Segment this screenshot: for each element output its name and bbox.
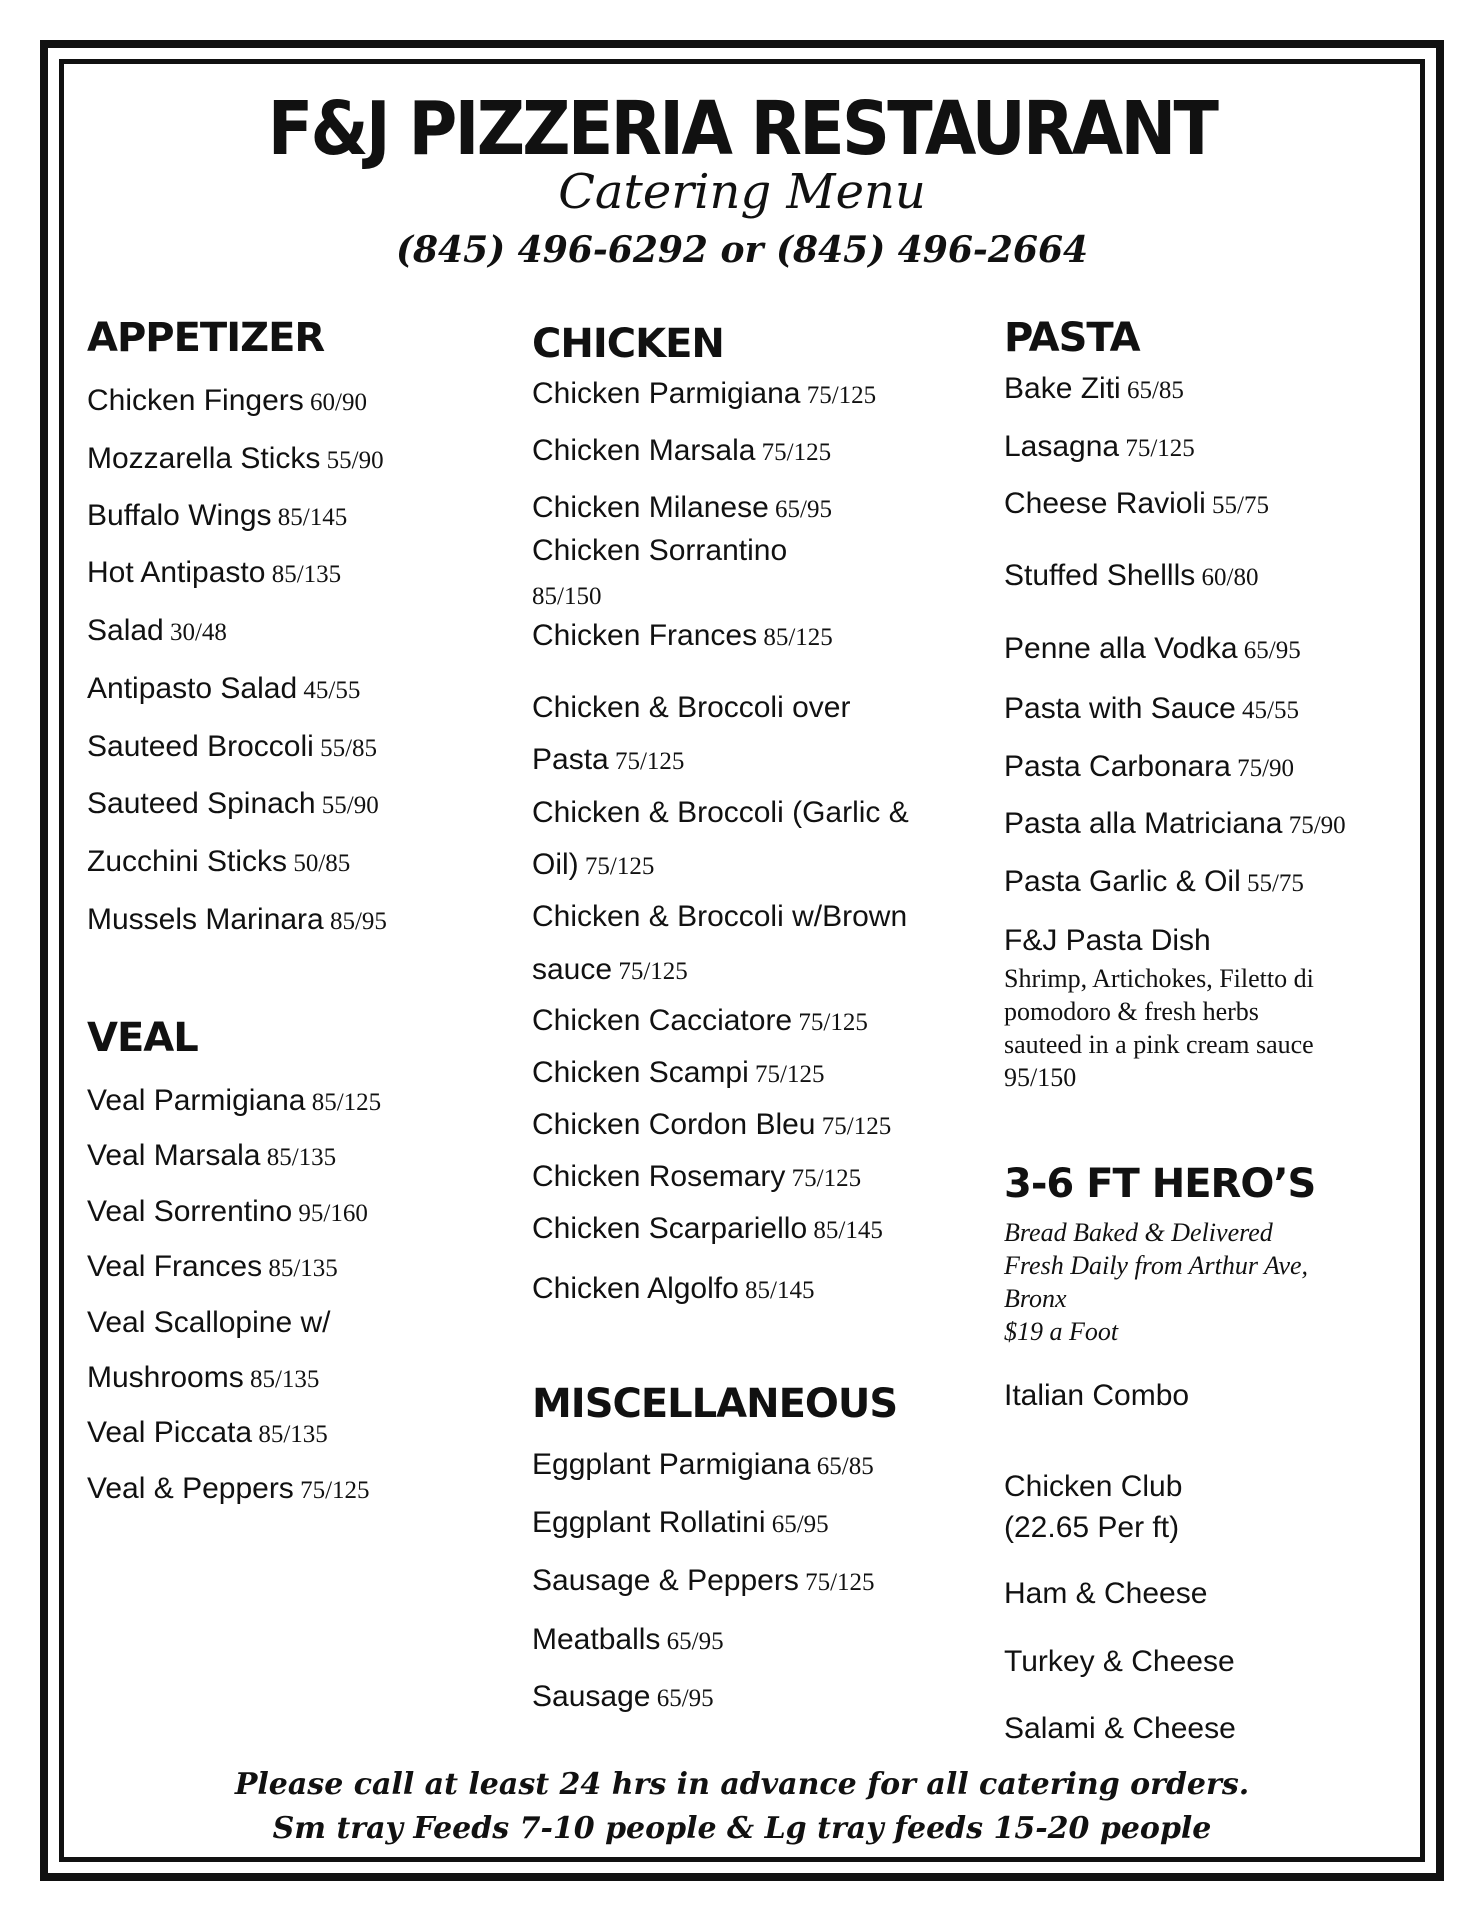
heros-menu-item [1004,1472,1182,1502]
pasta-menu-item [1004,694,1299,724]
item-name: F&J Pasta Dish [1004,924,1211,957]
item-price: 75/125 [612,958,688,985]
item-price: 55/90 [315,792,379,819]
item-name: Chicken Fingers [87,384,304,417]
item-name: Chicken Rosemary [532,1160,786,1193]
item-price: 75/125 [800,382,877,409]
item-name: Turkey & Cheese [1004,1645,1235,1678]
item-price: 75/125 [755,439,832,466]
item-price: 95/160 [292,1200,368,1227]
chicken-menu-item [532,798,909,828]
heros-menu-item [1004,1714,1236,1744]
phone-numbers: (845) 496-6292 or (845) 496-2664 [395,229,1089,271]
heros-menu-item [1004,1647,1235,1677]
item-price: 85/135 [252,1421,328,1448]
appetizer-menu-item [87,616,227,646]
veal-menu-item [87,1252,338,1282]
item-price: 85/135 [265,561,342,588]
item-price: 45/55 [297,677,361,704]
pasta-menu-item [1004,752,1294,782]
item-price: 85/135 [262,1255,338,1282]
item-name: Stuffed Shellls [1004,559,1196,592]
misc-menu-item [532,1682,714,1712]
item-name: Oil) [532,848,579,881]
veal-menu-item [87,1197,368,1227]
item-name: Veal Piccata [87,1416,253,1449]
item-price: 75/125 [608,748,685,775]
heros-menu-item [1004,1381,1189,1411]
veal-menu-item [87,1308,331,1338]
section-heading-miscellaneous: MISCELLANEOUS [532,1381,898,1427]
item-name: Pasta Carbonara [1004,750,1231,783]
chicken-menu-item [532,536,787,566]
chicken-menu-item [532,1006,868,1036]
item-name: Mushrooms [87,1361,244,1394]
item-name: Chicken Sorrantino [532,534,788,567]
item-price: 65/85 [810,1453,874,1480]
item-name: Bake Ziti [1004,372,1121,405]
pasta-special-line: Shrimp, Artichokes, Filetto di [1004,964,1314,993]
item-price: 75/125 [748,1061,825,1088]
item-name: Pasta [532,743,609,776]
item-name: Chicken Marsala [532,434,756,467]
item-name: Veal Sorrentino [87,1195,293,1228]
pasta-menu-item [1004,489,1269,519]
item-name: Chicken & Broccoli (Garlic & [532,796,909,829]
item-price: 30/48 [163,619,227,646]
heros-menu-item [1004,1513,1179,1543]
item-name: Chicken Algolfo [532,1272,739,1305]
item-name: Chicken Frances [532,619,758,652]
item-price: 75/125 [293,1477,370,1504]
item-price: 50/85 [287,850,351,877]
heros-menu-item [1004,1579,1207,1609]
item-name: Chicken Parmigiana [532,377,801,410]
item-name: Chicken Scarpariello [532,1212,808,1245]
appetizer-menu-item [87,444,384,474]
item-price: 65/95 [660,1628,724,1655]
item-name: Eggplant Rollatini [532,1506,766,1539]
chicken-menu-item [532,745,684,775]
chicken-menu-item [532,902,907,932]
item-price: 85/145 [271,504,348,531]
veal-menu-item [87,1363,319,1393]
pasta-menu-item [1004,634,1301,664]
item-name: Salad [87,614,164,647]
section-heading-pasta: PASTA [1004,315,1140,361]
heros-description-line: Bread Baked & Delivered [1004,1218,1273,1247]
heros-description-line: Fresh Daily from Arthur Ave, [1004,1251,1309,1280]
chicken-menu-item [532,1110,891,1140]
item-price: 55/75 [1240,870,1304,897]
chicken-menu-item [532,621,833,651]
item-price: 65/85 [1120,377,1184,404]
chicken-menu-item [532,1274,815,1304]
item-name: Veal Marsala [87,1139,261,1172]
item-price: 75/125 [798,1569,875,1596]
item-name: Sauteed Spinach [87,787,316,820]
item-price: 85/95 [323,908,387,935]
item-price: 85/135 [260,1144,337,1171]
item-price: 45/55 [1235,697,1299,724]
pasta-menu-item [1004,867,1304,897]
appetizer-menu-item [87,789,379,819]
pasta-menu-item [1004,926,1211,956]
chicken-menu-item [532,850,654,880]
item-name: Pasta alla Matriciana [1004,807,1283,840]
chicken-menu-item [532,1214,883,1244]
restaurant-title: F&J PIZZERIA RESTAURANT [267,86,1217,172]
item-price: 75/125 [815,1113,892,1140]
item-price: 85/150 [532,583,602,610]
pasta-menu-item [1004,561,1258,591]
chicken-menu-item [532,955,688,985]
veal-menu-item [87,1418,328,1448]
appetizer-menu-item [87,732,377,762]
item-name: Chicken & Broccoli w/Brown [532,900,908,933]
item-name: Cheese Ravioli [1004,487,1206,520]
chicken-menu-item [532,493,832,523]
item-name: Salami & Cheese [1004,1712,1236,1745]
pasta-menu-item [1004,809,1346,839]
item-name: Veal Frances [87,1250,263,1283]
item-price: 65/95 [765,1511,829,1538]
misc-menu-item [532,1508,829,1538]
footer-advance-notice: Please call at least 24 hrs in advance for all catering orders. [234,1767,1250,1802]
item-price: 75/90 [1230,755,1295,782]
appetizer-menu-item [87,674,360,704]
item-name: Chicken Club [1004,1470,1183,1503]
item-price: 85/125 [305,1089,382,1116]
item-price: 55/90 [320,447,384,474]
pasta-special-line: sauteed in a pink cream sauce [1004,1030,1314,1059]
item-name: Pasta with Sauce [1004,692,1236,725]
appetizer-menu-item [87,847,350,877]
menu-subtitle: Catering Menu [558,164,926,220]
item-price: 85/145 [738,1277,815,1304]
pasta-menu-item [1004,374,1184,404]
item-name: Veal & Peppers [87,1472,294,1505]
item-name: Antipasto Salad [87,672,298,705]
item-name: sauce [532,953,613,986]
chicken-menu-item [532,1058,824,1088]
item-name: Penne alla Vodka [1004,632,1238,665]
item-name: Sausage [532,1680,651,1713]
item-name: Ham & Cheese [1004,1577,1208,1610]
item-name: Meatballs [532,1623,661,1656]
chicken-menu-item [532,436,831,466]
item-name: Sausage & Peppers [532,1564,799,1597]
heros-description-line: Bronx [1004,1284,1067,1313]
veal-menu-item [87,1474,370,1504]
item-name: Chicken & Broccoli over [532,691,851,724]
item-name: Buffalo Wings [87,499,272,532]
item-name: Sauteed Broccoli [87,730,314,763]
item-price: 75/125 [792,1009,868,1036]
chicken-menu-item [532,693,850,723]
item-price: 55/75 [1205,492,1269,519]
item-name: Zucchini Sticks [87,845,288,878]
item-name: Lasagna [1004,430,1120,463]
item-name: Chicken Cacciatore [532,1004,793,1037]
item-price: 65/95 [768,496,832,523]
item-price: 75/125 [1119,435,1195,462]
section-heading-heros: 3-6 FT HERO’S [1004,1161,1316,1207]
item-name: Chicken Cordon Bleu [532,1108,816,1141]
item-price: 85/145 [807,1217,883,1244]
item-name: Chicken Scampi [532,1056,749,1089]
heros-description-line: $19 a Foot [1004,1317,1119,1346]
footer-tray-sizes: Sm tray Feeds 7-10 people & Lg tray feeds 15-20 people [272,1811,1212,1846]
item-price: 55/85 [313,735,378,762]
item-name: Italian Combo [1004,1379,1190,1412]
misc-menu-item [532,1450,874,1480]
item-price: 75/125 [578,853,655,880]
section-heading-veal: VEAL [87,1015,198,1061]
item-price: 85/135 [243,1366,320,1393]
item-price: 65/95 [1237,637,1301,664]
veal-menu-item [87,1086,381,1116]
item-name: Veal Scallopine w/ [87,1306,331,1339]
pasta-special-line: pomodoro & fresh herbs [1004,997,1259,1026]
item-name: Mussels Marinara [87,903,324,936]
pasta-special-line: 95/150 [1004,1063,1077,1092]
appetizer-menu-item [87,558,341,588]
chicken-menu-item [532,580,601,610]
item-price: 75/90 [1282,812,1346,839]
section-heading-chicken: CHICKEN [532,321,724,367]
item-name: Eggplant Parmigiana [532,1448,811,1481]
item-name: Pasta Garlic & Oil [1004,865,1241,898]
appetizer-menu-item [87,386,367,416]
misc-menu-item [532,1566,875,1596]
item-price: 85/125 [757,624,833,651]
item-name: Mozzarella Sticks [87,442,321,475]
misc-menu-item [532,1625,724,1655]
item-name: Veal Parmigiana [87,1084,306,1117]
item-name: (22.65 Per ft) [1004,1511,1180,1544]
chicken-menu-item [532,379,876,409]
pasta-menu-item [1004,432,1195,462]
section-heading-appetizer: APPETIZER [87,315,325,361]
item-name: Chicken Milanese [532,491,769,524]
item-price: 60/90 [303,389,367,416]
appetizer-menu-item [87,501,347,531]
veal-menu-item [87,1141,336,1171]
appetizer-menu-item [87,905,387,935]
item-price: 60/80 [1195,564,1259,591]
item-name: Hot Antipasto [87,556,266,589]
chicken-menu-item [532,1162,861,1192]
item-price: 65/95 [650,1685,714,1712]
item-price: 75/125 [785,1165,862,1192]
